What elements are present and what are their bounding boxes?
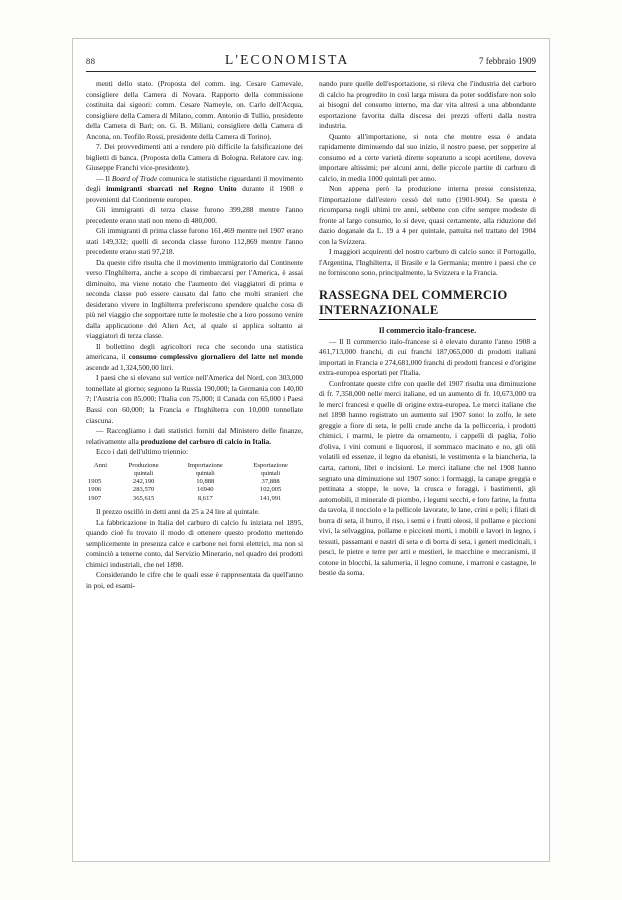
paragraph: 7. Dei provvedimenti atti a rendere più difficile la falsificazione dei biglietti di banca. (Proposta della Camera di Bologna. Relatore cav. ing. Giuseppe Franchi vice-presidente). bbox=[86, 142, 303, 173]
table-subheader-row bbox=[86, 470, 303, 478]
masthead-title: L'ECONOMISTA bbox=[225, 52, 350, 67]
paragraph: Gli immigranti di prima classe furono 161,469 mentre nel 1907 erano stati 149,332; quelli di seconda classe furono 112,869 mentre l'anno precedente erano stati 97,218. bbox=[86, 226, 303, 257]
commerce-paragraph bbox=[319, 337, 536, 379]
milk-prefix: Il bollettino degli agricoltori reca che secondo una statistica americana, il bbox=[86, 341, 303, 362]
cell-produzione: 283,570 bbox=[132, 486, 155, 494]
right-column bbox=[319, 79, 536, 579]
paragraph: Quanto all'importazione, si nota che mentre essa è andata rapidamente diminuendo dal suo inizio, il nostro paese, per sopperire al consumo ed a certe varietà dirette sopratutto a scopi acetilene, doveva importare altissimi; per alcuni anni, delle piccole partite di carburo di calcio, in media 1000 quintali per anno. bbox=[319, 131, 536, 183]
page-header bbox=[86, 52, 536, 68]
bot-text-2: durante il 1908 e provenienti dal Continente europeo. bbox=[86, 184, 303, 204]
carburo-intro-paragraph bbox=[86, 426, 303, 447]
cell-esportazione: 37,888 bbox=[261, 477, 280, 485]
header-rule bbox=[86, 71, 536, 72]
col-header-anni: Anni bbox=[93, 461, 108, 469]
cell-importazione: 16940 bbox=[197, 486, 214, 494]
cell-year: 1906 bbox=[88, 486, 102, 494]
milk-suffix: ascende ad 1,324,500,00 litri. bbox=[86, 362, 174, 372]
table-header-row bbox=[86, 462, 303, 470]
subheader-quintali-1: quintali bbox=[134, 469, 154, 477]
paragraph: Gli immigranti di terza classe furono 399,288 mentre l'anno precedente erano stati non meno di 480,000. bbox=[86, 205, 303, 225]
board-of-trade-paragraph bbox=[86, 174, 303, 206]
commerce-text: Il commercio italo-francese si è elevato durante l'anno 1908 a 461,713,000 franchi, di cui franchi 187,065,000 di prodotti italiani importati in Francia e 274,681,000 franchi di prodotti francesi e d'origine extra-europea esportati per l'Italia. bbox=[319, 336, 536, 378]
section-heading-rule bbox=[319, 319, 536, 320]
carburo-prefix: — Raccogliamo i dati statistici forniti dal Ministero delle finanze, relativamente alla bbox=[86, 426, 303, 446]
paragraph: Non appena però la produzione interna presse consistenza, l'importazione dall'estero cessò del tutto (1901-904). Se questa è ricomparsa negli ultimi tre anni, sebbene con cifre sempre modeste di fronte al largo consumo, lo si deve, quasi certamente, alla riduzione del dazio doganale da L. 19 a 4 per quintale, pattuita nel trattato del 1904 con la Svizzera. bbox=[319, 184, 536, 246]
milk-consumption-paragraph bbox=[86, 342, 303, 374]
subheader-blank bbox=[86, 470, 115, 478]
page-content bbox=[86, 52, 536, 848]
table-row bbox=[86, 495, 303, 504]
board-of-trade-title: Board of Trade bbox=[111, 173, 158, 183]
carburo-bold-phrase: produzione del carburo di calcio in Italia. bbox=[140, 436, 272, 446]
table-row bbox=[86, 486, 303, 495]
milk-bold-phrase: consumo complessivo giornaliero del latte nel mondo bbox=[128, 352, 303, 362]
cell-year: 1905 bbox=[88, 477, 102, 485]
commerce-lead-dash: — Il bbox=[329, 336, 347, 346]
issue-date: 7 febbraio 1909 bbox=[479, 56, 536, 66]
cell-importazione: 10,888 bbox=[196, 477, 215, 485]
paragraph: I maggiori acquirenti del nostro carburo di calcio sono: il Portogallo, l'Argentina, l'Inghilterra, il Brasile e la Germania; mentre i paesi che ce ne forniscono sono, principalmente, la Svizzera e la Francia. bbox=[319, 247, 536, 278]
cell-importazione: 8,617 bbox=[197, 494, 213, 502]
cell-esportazione: 141,991 bbox=[259, 494, 282, 502]
bot-text-1: comunica le statistiche riguardanti il movimento degli bbox=[86, 173, 303, 194]
left-column bbox=[86, 79, 303, 591]
col-header-importazione: Importazione bbox=[187, 461, 223, 469]
subsection-heading: Il commercio italo-francese. bbox=[378, 325, 477, 335]
subheader-quintali-2: quintali bbox=[195, 469, 215, 477]
cell-produzione: 365,615 bbox=[132, 494, 155, 502]
cell-year: 1907 bbox=[88, 494, 102, 502]
em-dash-lead: — Il bbox=[96, 173, 112, 183]
paragraph: Confrontate queste cifre con quelle del 1907 risulta una diminuzione di fr. 7,358,000 nelle merci italiane, ed un aumento di fr. 10,673,000 tra le merci francesi e quelle di origine extra-europea. Le merci italiane che nel 1898 hanno registrato un aumento sul 1907 sono: lo zolfo, le sete greggie a fiore di seta, le pelli crude anche da la pellicceria, i prodotti chimici, i marmi, le pietre da ornamento, i cappelli di paglia, l'olio d'oliva, i vini comuni e liquorosi, il sommaco macinato e no, gli olii volatili ed essenze, il legno da ebanisti, le vestimenta e la biancheria, la carta, cartoni, libri e incisioni. Le merci italiane che nel 1908 hanno segnato una diminuzione sul 1907 sono: i formaggi, la canape greggia e pettinata a stoppe, le uove, la crusca e foraggi, i bastimenti, gli automobili, il minerale di piombo, i legumi secchi, e loro farine, la frutta da tavola, il nocciolo e la pellicole lavorate, le lane, crini e peli; i filati di borra di seta, il burro, il riso, i semi e i frutti oleosi, il pollame e piccioni vivi, la selvaggina, pollame e piccioni morti, i mobili e lavori in legno, i tessuti, passamani e nastri di seta e di borra di seta, i generi medicinali, i pesci, le pietre e terre per arti e mestieri, le macchine e meccanismi, il cotone in blocchi, la salumeria, il legno comune, i marroni e castagne, le bestie da soma. bbox=[319, 378, 536, 578]
paragraph: Il prezzo oscillò in detti anni da 25 a 24 lire al quintale. bbox=[96, 507, 260, 517]
paragraph: I paesi che si elevano sul vertice nell'America del Nord, con 303,000 tonnellate al giorno; seguono la Russia 190,000; la Germania con 140,00 ?; l'Austria con 85,000; l'Italia con 75,000; il Canada con 65,000 i Paesi Bassi con 60,000; la Francia e l'Inghilterra con 10,000 tonnellate ciascuna. bbox=[86, 373, 303, 425]
cell-esportazione: 102,005 bbox=[259, 486, 282, 494]
page-number: 88 bbox=[86, 56, 96, 66]
col-header-produzione: Produzione bbox=[128, 461, 159, 469]
table-row bbox=[86, 478, 303, 487]
col-header-esportazione: Esportazione bbox=[253, 461, 288, 469]
paragraph: Ecco i dati dell'ultimo triennio: bbox=[96, 447, 189, 457]
paragraph: menti dello stato. (Proposta del comm. ing. Cesare Carnevale, consigliere della Camera di Novara. Rapporto della commissione costituita dai signori: comm. Cesare Narneyle, on. Carlo dell'Acqua, consigliere della Camera di Milano, comm. Antonio di Tullio, presidente della Camera di Bari; on. G. B. Miliani, consigliere della Camera di Ancona, on. Teofilo Rossi, presidente della Camera di Torino). bbox=[86, 79, 303, 141]
cell-produzione: 242,190 bbox=[132, 477, 155, 485]
paragraph: Da queste cifre risulta che il movimento immigratorio dal Continente verso l'Inghilterra, anche a scopo di rimbarcarsi per l'America, è assai diminuito, ma viene notato che l'aumento dei viaggiatori di prima e seconda classe può essere causato dal fatto che molti stranieri che desiderano vivere in Inghilterra preferiscono spendere qualche cosa di più nel viaggio che sopportare tutte le molestie che a loro possono venire dalla applicazione del Alien Act, al quale si applica soltanto ai viaggiatori di terza classe. bbox=[86, 257, 303, 341]
subheader-quintali-3: quintali bbox=[261, 469, 281, 477]
two-column-body bbox=[86, 79, 536, 591]
carburo-statistics-table bbox=[86, 462, 303, 504]
immigrants-bold-phrase: immigranti sbarcati nel Regno Unito bbox=[106, 184, 237, 194]
section-heading: RASSEGNA DEL COMMERCIO INTERNAZIONALE bbox=[319, 287, 508, 317]
paragraph: nando pure quelle dell'esportazione, si rileva che l'industria del carburo di calcio ha progredito in così larga misura da poter soddisfare non solo ai bisogni del consumo interno, ma dar vita altresì a una abbondante esportazione favorita dalla discesa dei prezzi offerti dalla nostra industria. bbox=[319, 79, 536, 131]
paragraph: Considerando le cifre che le quali esse è rappresentata da quell'anno in poi, ed esami- bbox=[86, 570, 303, 590]
paragraph: La fabbricazione in Italia del carburo di calcio fu iniziata nel 1895, quando cioè fu trovato il modo di ottenere questo prodotto mettendo semplicemente in presenza calce e carbone nei forni elettrici, ma non si cominciò a tenerne conto, dal Servizio Minerario, nel quadro dei prodotti chimici industriali, che nel 1898. bbox=[86, 517, 303, 569]
